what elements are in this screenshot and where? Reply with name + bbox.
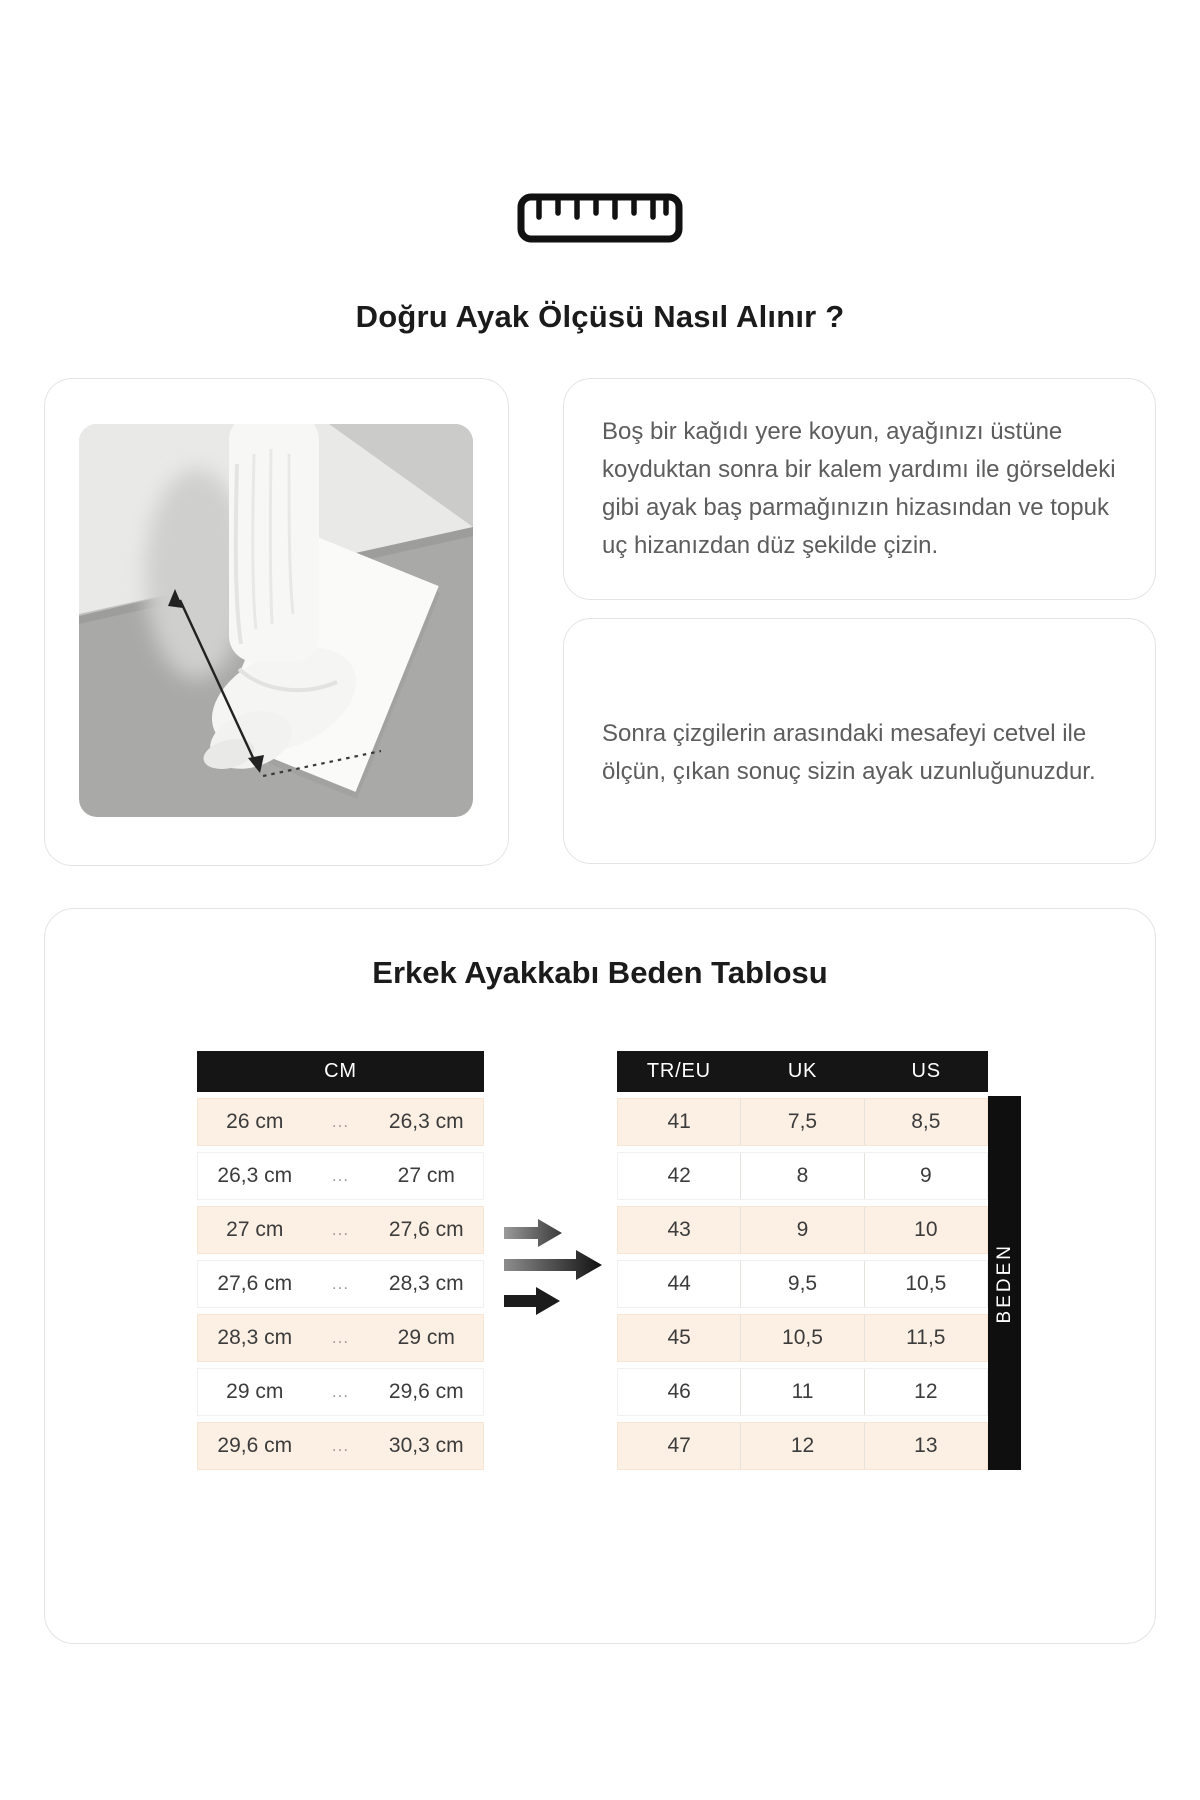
size-cell: 11: [740, 1369, 863, 1415]
size-cell: 42: [667, 1164, 691, 1187]
table-row: [197, 1098, 484, 1146]
size-cell: 44: [667, 1272, 691, 1295]
range-separator: ...: [331, 1274, 350, 1293]
range-to: 30,3 cm: [388, 1434, 464, 1457]
size-cell: 10,5: [740, 1315, 863, 1361]
table-row: [197, 1314, 484, 1362]
size-cell: 46: [667, 1380, 691, 1403]
range-from: 29,6 cm: [217, 1434, 293, 1457]
range-from: 26 cm: [226, 1110, 284, 1133]
instruction-step-1: Boş bir kağıdı yere koyun, ayağınızı üstüne koyduktan sonra bir kalem yardımı ile görseldeki gibi ayak baş parmağınızın hizasından ve topuk uç hizanızdan düz şekilde çizin.: [602, 418, 1116, 559]
size-cell: 10: [864, 1207, 987, 1253]
range-from: 27,6 cm: [217, 1272, 293, 1295]
cm-table-header: CM: [197, 1051, 484, 1092]
table-row: [197, 1422, 484, 1470]
size-cell: 9,5: [740, 1261, 863, 1307]
range-separator: ...: [331, 1436, 350, 1455]
size-cell: 13: [864, 1423, 987, 1469]
table-row: [617, 1368, 988, 1416]
table-row: [617, 1260, 988, 1308]
header-cell-uk: UK: [787, 1060, 818, 1082]
table-row: [617, 1152, 988, 1200]
range-from: 28,3 cm: [217, 1326, 293, 1349]
size-cell: 41: [667, 1110, 691, 1133]
beden-side-label-text: BEDEN: [993, 1242, 1015, 1324]
cm-table-rows: [197, 1098, 484, 1470]
conversion-arrows-icon: [504, 1215, 604, 1315]
size-cell: 11,5: [864, 1315, 987, 1361]
size-chart-card: [44, 908, 1156, 1644]
header-cell-tr-eu: TR/EU: [646, 1060, 711, 1082]
instruction-card-2: [563, 618, 1156, 864]
cm-table: [197, 1051, 484, 1470]
size-cell: 45: [667, 1326, 691, 1349]
table-row: [197, 1368, 484, 1416]
beden-side-label: [988, 1096, 1021, 1470]
range-from: 26,3 cm: [217, 1164, 293, 1187]
range-separator: ...: [331, 1166, 350, 1185]
size-cell: 10,5: [864, 1261, 987, 1307]
photo-card: [44, 378, 509, 866]
size-table: [617, 1051, 988, 1470]
size-table-rows: [617, 1098, 988, 1470]
size-cell: 8,5: [864, 1099, 987, 1145]
table-row: [197, 1260, 484, 1308]
table-row: [617, 1422, 988, 1470]
page-title: Doğru Ayak Ölçüsü Nasıl Alınır ?: [355, 299, 845, 334]
size-cell: 9: [740, 1207, 863, 1253]
range-separator: ...: [331, 1112, 350, 1131]
range-from: 27 cm: [226, 1218, 284, 1241]
range-separator: ...: [331, 1382, 350, 1401]
range-to: 26,3 cm: [388, 1110, 464, 1133]
ruler-icon: [0, 193, 1200, 243]
table-row: [617, 1098, 988, 1146]
range-to: 27,6 cm: [388, 1218, 464, 1241]
instruction-card-1: [563, 378, 1156, 600]
range-to: 29 cm: [397, 1326, 455, 1349]
instruction-step-2: Sonra çizgilerin arasındaki mesafeyi cetvel ile ölçün, çıkan sonuç sizin ayak uzunluğunuzdur.: [602, 720, 1096, 785]
foot-measure-illustration: [79, 424, 473, 817]
size-cell: 12: [864, 1369, 987, 1415]
range-to: 28,3 cm: [388, 1272, 464, 1295]
size-table-header: [617, 1051, 988, 1092]
header-cell-us: US: [911, 1060, 941, 1082]
range-separator: ...: [331, 1220, 350, 1239]
range-from: 29 cm: [226, 1380, 284, 1403]
size-cell: 12: [740, 1423, 863, 1469]
table-row: [617, 1206, 988, 1254]
table-row: [617, 1314, 988, 1362]
table-row: [197, 1152, 484, 1200]
range-separator: ...: [331, 1328, 350, 1347]
size-cell: 43: [667, 1218, 691, 1241]
size-cell: 9: [864, 1153, 987, 1199]
size-cell: 47: [667, 1434, 691, 1457]
table-row: [197, 1206, 484, 1254]
size-cell: 7,5: [740, 1099, 863, 1145]
range-to: 29,6 cm: [388, 1380, 464, 1403]
size-chart-title: Erkek Ayakkabı Beden Tablosu: [372, 955, 828, 990]
size-cell: 8: [740, 1153, 863, 1199]
range-to: 27 cm: [397, 1164, 455, 1187]
